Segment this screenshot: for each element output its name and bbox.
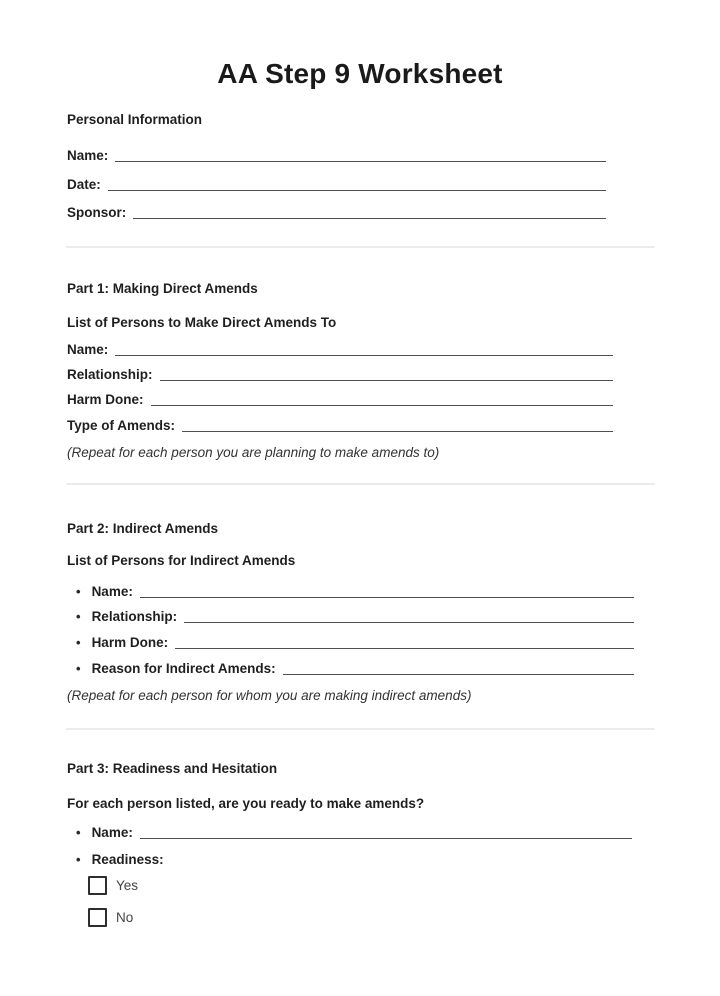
- bullet-field-row-reason: [76, 660, 634, 677]
- field-row-harm-done: [67, 391, 613, 408]
- section-divider: [66, 483, 655, 485]
- date-input-line[interactable]: [108, 176, 606, 191]
- name-label: Name:: [67, 342, 109, 357]
- bullet-field-row-harm-done: [76, 634, 634, 651]
- part1-subheading: List of Persons to Make Direct Amends To: [67, 315, 337, 330]
- relationship-input-line[interactable]: [160, 366, 613, 381]
- bullet-field-row-name: [76, 824, 632, 841]
- checkbox-yes-label: Yes: [116, 878, 139, 893]
- part3-question: For each person listed, are you ready to make amends?: [67, 796, 425, 811]
- checkbox-no-label: No: [116, 910, 134, 925]
- personal-info-heading: Personal Information: [67, 112, 203, 127]
- bullet-icon: •: [76, 825, 81, 840]
- checkbox-no[interactable]: [88, 908, 107, 927]
- reason-indirect-amends-input-line[interactable]: [283, 660, 634, 675]
- part1-heading: Part 1: Making Direct Amends: [67, 281, 258, 296]
- date-label: Date:: [67, 177, 101, 192]
- type-of-amends-label: Type of Amends:: [67, 418, 176, 433]
- field-row-name: [67, 341, 613, 358]
- harm-done-input-line[interactable]: [175, 634, 634, 649]
- harm-done-label: Harm Done:: [91, 635, 169, 650]
- bullet-icon: •: [76, 661, 81, 676]
- part2-repeat-note: (Repeat for each person for whom you are making indirect amends): [67, 688, 472, 703]
- relationship-input-line[interactable]: [184, 608, 634, 623]
- type-of-amends-input-line[interactable]: [182, 417, 613, 432]
- bullet-icon: •: [76, 852, 81, 867]
- bullet-icon: •: [76, 584, 81, 599]
- page-title: AA Step 9 Worksheet: [217, 58, 503, 89]
- name-input-line[interactable]: [140, 583, 634, 598]
- bullet-field-row-name: [76, 583, 634, 600]
- sponsor-input-line[interactable]: [133, 204, 606, 219]
- part3-heading: Part 3: Readiness and Hesitation: [67, 761, 278, 776]
- relationship-label: Relationship:: [67, 367, 153, 382]
- checkbox-row-yes[interactable]: [88, 876, 720, 895]
- harm-done-label: Harm Done:: [67, 392, 144, 407]
- bullet-row-readiness: [76, 851, 720, 868]
- checkbox-yes[interactable]: [88, 876, 107, 895]
- section-divider: [66, 728, 655, 730]
- name-label: Name:: [91, 584, 133, 599]
- part2-subheading: List of Persons for Indirect Amends: [67, 553, 296, 568]
- field-row-name: [67, 147, 606, 164]
- name-label: Name:: [67, 148, 109, 163]
- bullet-icon: •: [76, 609, 81, 624]
- relationship-label: Relationship:: [91, 609, 178, 624]
- name-input-line[interactable]: [115, 147, 606, 162]
- name-input-line[interactable]: [140, 824, 632, 839]
- part1-repeat-note: (Repeat for each person you are planning to make amends to): [67, 445, 440, 460]
- reason-indirect-amends-label: Reason for Indirect Amends:: [91, 661, 276, 676]
- section-divider: [66, 246, 655, 248]
- sponsor-label: Sponsor:: [67, 205, 127, 220]
- field-row-date: [67, 176, 606, 193]
- name-input-line[interactable]: [115, 341, 613, 356]
- harm-done-input-line[interactable]: [151, 391, 613, 406]
- readiness-label: Readiness:: [91, 852, 164, 867]
- name-label: Name:: [91, 825, 133, 840]
- field-row-relationship: [67, 366, 613, 383]
- bullet-field-row-relationship: [76, 608, 634, 625]
- field-row-sponsor: [67, 204, 606, 221]
- bullet-icon: •: [76, 635, 81, 650]
- part2-heading: Part 2: Indirect Amends: [67, 521, 219, 536]
- field-row-type-of-amends: [67, 417, 613, 434]
- checkbox-row-no[interactable]: [88, 908, 720, 927]
